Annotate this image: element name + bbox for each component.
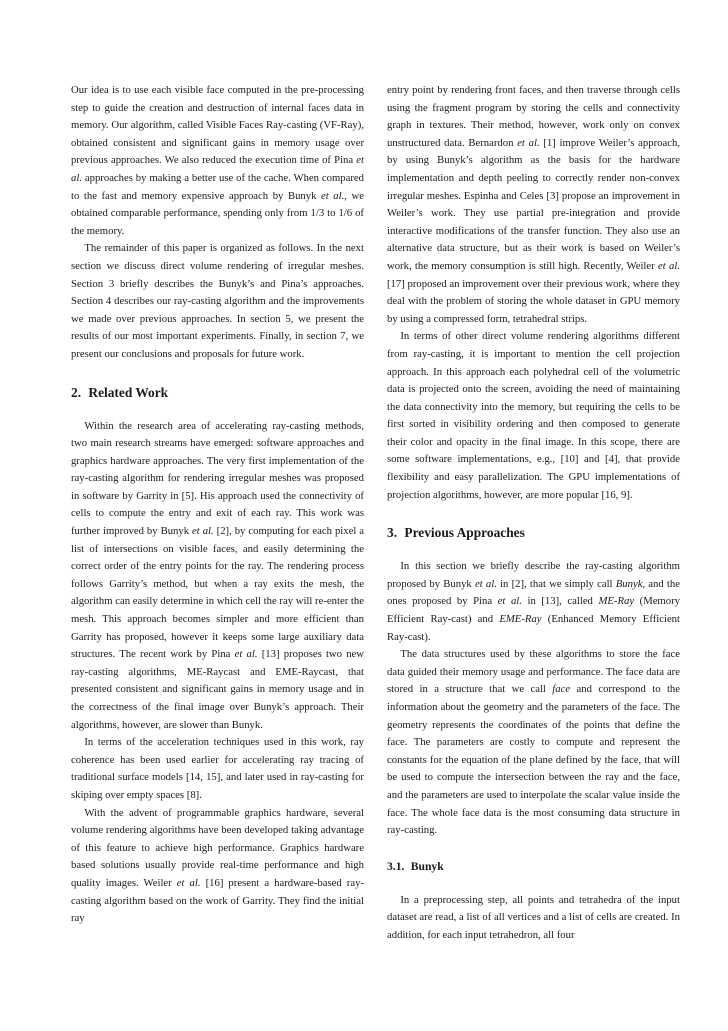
related-work-paragraph-4: entry point by rendering front faces, and then traverse through cells using the fragment program by storing the cells and connectivity graph in textures. Their method, however, work only on convex unstructured data. Bernardon et al. [1] improve Weiler’s approach, by using Bunyk’s algorithm as the basis for the hardware implementation and depth peeling to correctly render non-convex irregular meshes. Espinha and Celes [3] propose an improvement in Weiler’s work. They use partial pre-integration and provide interactive modifications of the transfer function. They also use an alternative data structure, but as their work is based on Weiler’s work, the memory consumption is still high. Recently, Weiler et al. [17] proposed an improvement over their previous work, where they deal with the problem of storing the whole dataset in GPU memory by using a compressed form, tetrahedral strips.: [387, 84, 680, 325]
previous-approaches-paragraph-2: The data structures used by these algorithms to store the face data guided their memory usage and performance. The face data are stored in a structure that we call face and correspond to the information about the geometry and the parameters of the face. The geometry represents the coordinates of the points that define the face. The parameters are costly to compute and represent the constants for the equation of the plane defined by the face, that will be used to compute the intersection between the ray and the face, and the parameters are used to interpolate the scalar value inside the face. The whole face data is the most consuming data structure in ray-casting.: [387, 648, 680, 837]
related-work-paragraph-2: In terms of the acceleration techniques used in this work, ray coherence has been used earlier for accelerating ray tracing of traditional surface models [14, 15], and later used in ray-casting for skiping over empty spaces [8].: [71, 736, 364, 801]
bunyk-paragraph-1: In a preprocessing step, all points and tetrahedra of the input dataset are read, a list of all vertices and a list of cells are created. In addition, for each input tetrahedron, all four: [387, 893, 680, 941]
intro-paragraph-2: The remainder of this paper is organized as follows. In the next section we discuss direct volume rendering of irregular meshes. Section 3 briefly describes the Bunyk’s and Pina’s approaches. Section 4 describes our ray-casting algorithm and the improvements we made over previous approaches. In section 5, we present the results of our most important experiments. Finally, in section 7, we present our conclusions and proposals for future work.: [71, 242, 364, 360]
related-work-paragraph-5: In terms of other direct volume rendering algorithms different from ray-casting, it is important to mention the cell projection approach. In this approach each polyhedral cell of the volumetric data is projected onto the screen, avoiding the need of maintaining the data connectivity into the memory, but requiring the cells to be first sorted in visibility ordering and then composed to generate their color and opacity in the final image. In this scope, there are some software implementations, e.g., [10] and [4], that provide flexibility and easy parallelization. The GPU implementations of projection algorithms, however, are more popular [16, 9].: [387, 330, 680, 501]
left-column: [71, 82, 364, 928]
subsection-heading-bunyk: 3.1. Bunyk: [387, 859, 444, 873]
related-work-paragraph-1: Within the research area of accelerating ray-casting methods, two main research streams have emerged: software approaches and graphics hardware approaches. The very first implementation of the ray-casting algorithm for rendering irregular meshes was proposed in software by Garrity in [5]. His approach used the connectivity of cells to compute the entry and exit of each ray. This work was further improved by Bunyk et al. [2], by computing for each pixel a list of intersections on visible faces, and easily determining the correct order of the entry points for the ray. The rendering process follows Garrity’s method, but when a ray exits the mesh, the algorithm can easily determine in which cell the ray will re-enter the mesh. This approach becomes simpler and more efficient than Garrity has proposed, however it keeps some large auxiliary data structures. The recent work by Pina et al. [13] proposes two new ray-casting algorithms, ME-Raycast and EME-Raycast, that presented consistent and significant gains in memory usage and in the correctness of the final image over Bunyk’s approach. Their algorithms, however, are slower than Bunyk.: [71, 419, 365, 731]
section-heading-previous-approaches: 3. Previous Approaches: [387, 525, 525, 541]
related-work-paragraph-3: With the advent of programmable graphics hardware, several volume rendering algorithms have been developed taking advantage of this feature to achieve high performance. Graphics hardware based solutions usually provide real-time performance and high quality images. Weiler et al. [16] present a hardware-based ray-casting algorithm based on the work of Garrity. They find the initial ray: [71, 806, 365, 925]
intro-paragraph-1: Our idea is to use each visible face computed in the pre-processing step to guide the creation and destruction of internal faces data in memory. Our algorithm, called Visible Faces Ray-casting (VF-Ray), obtained consistent and significant gains in memory usage over previous approaches. We also reduced the execution time of Pina et al. approaches by making a better use of the cache. When compared to the fast and memory expensive approach by Bunyk et al., we obtained comparable performance, spending only from 1/3 to 1/6 of the memory.: [71, 84, 364, 237]
section-heading-related-work: 2. Related Work: [71, 384, 169, 400]
right-column: [387, 82, 680, 945]
previous-approaches-paragraph-1: In this section we briefly describe the ray-casting algorithm proposed by Bunyk et al. in [2], that we simply call Bunyk, and the ones proposed by Pina et al. in [13], called ME-Ray (Memory Efficient Ray-cast) and EME-Ray (Enhanced Memory Efficient Ray-cast).: [387, 560, 680, 643]
